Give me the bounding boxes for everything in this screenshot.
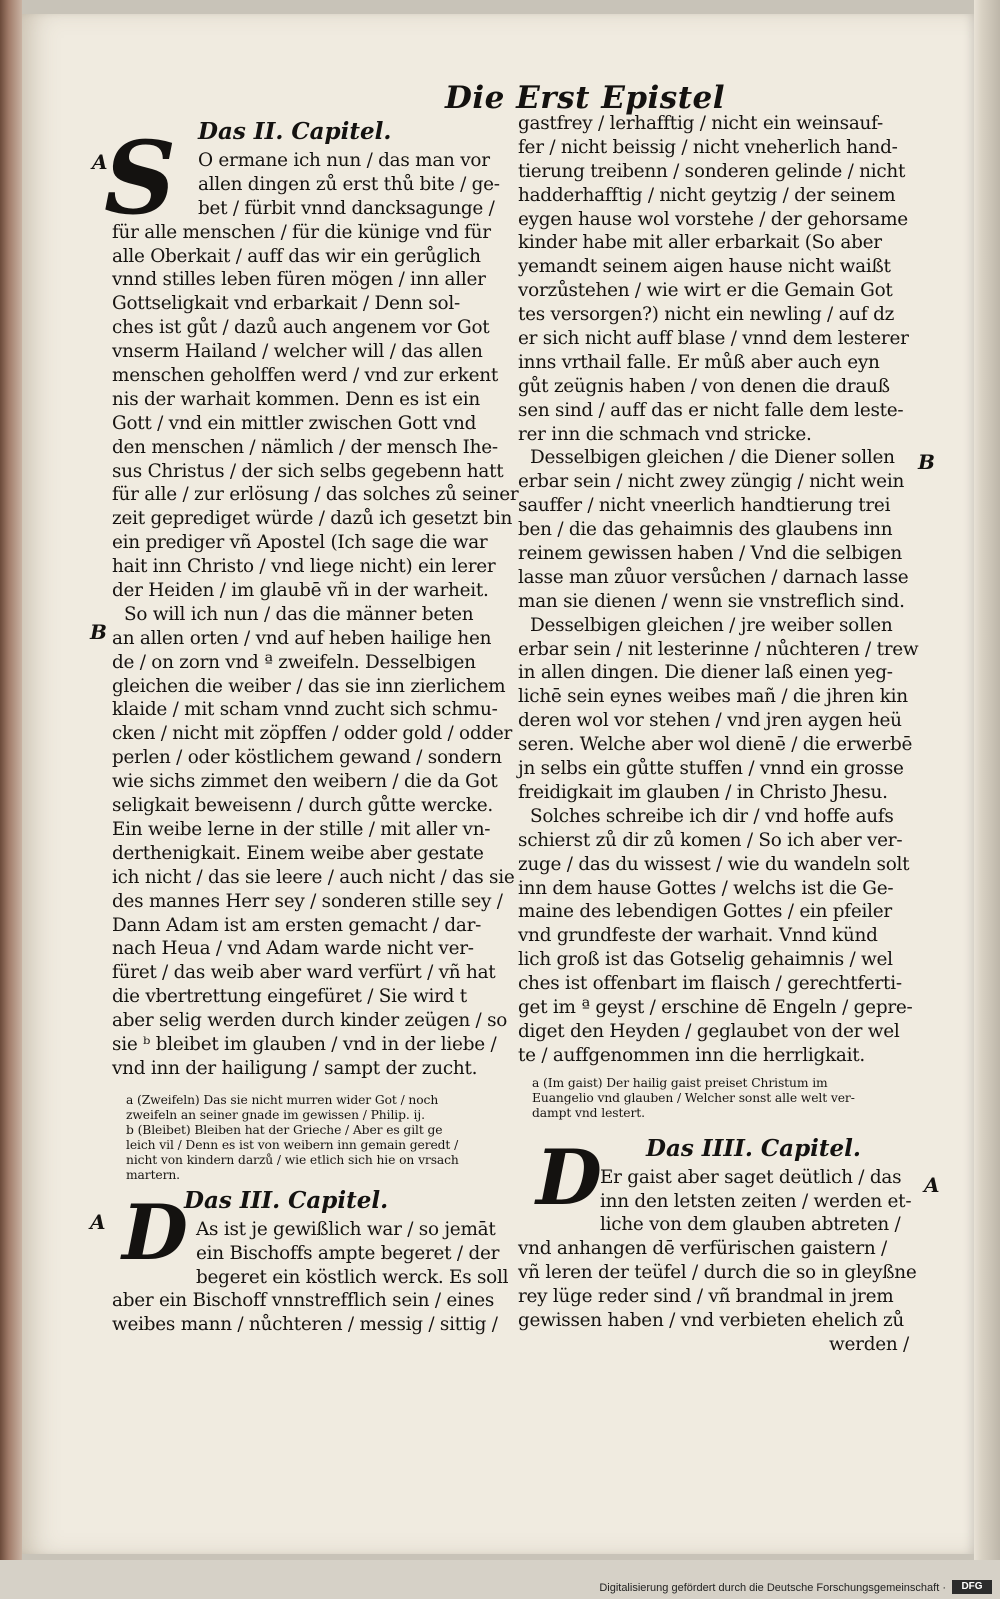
gloss-line: zweifeln an seiner gnade im gewissen / Philip. ij.: [126, 1107, 425, 1122]
text-line: ich nicht / das sie leere / auch nicht / das sie: [112, 866, 515, 888]
text-line: füret / das weib aber ward verfürt / vñ hat: [112, 962, 496, 984]
text-line: des mannes Herr sey / sonderen stille sey /: [112, 890, 503, 912]
text-line: nis der warhait kommen. Denn es ist ein: [112, 388, 480, 410]
chapter-heading: Das II. Capitel.: [198, 118, 392, 145]
text-line: rer inn die schmach vnd stricke.: [518, 423, 812, 445]
text-line: O ermane ich nun / das man vor: [198, 150, 490, 171]
text-line: ches ist offenbart im flaisch / gerechtferti-: [518, 973, 902, 995]
text-line: lasse man zůuor versůchen / darnach lasse: [518, 566, 909, 588]
text-line: inns vrthail falle. Er můß aber auch eyn: [518, 351, 880, 373]
text-line: aber ein Bischoff vnnstrefflich sein / eines: [112, 1290, 495, 1312]
text-line: tierung treibenn / sonderen gelinde / nicht: [518, 160, 906, 182]
gloss-line: b (Bleibet) Bleiben hat der Grieche / Aber es gilt ge: [126, 1122, 443, 1137]
text-line: sus Christus / der sich selbs gegebenn hatt: [112, 460, 504, 482]
text-line: gastfrey / lerhafftig / nicht ein weinsauf-: [518, 113, 884, 134]
text-line: Solches schreibe ich dir / vnd hoffe aufs: [530, 805, 894, 827]
right-column: [518, 112, 919, 1357]
text-line: Ein weibe lerne in der stille / mit aller vn-: [112, 818, 491, 840]
marginal-gloss: [112, 1093, 522, 1183]
text-line: ches ist gůt / dazů auch angenem vor Got: [112, 317, 490, 339]
text-line: yemandt seinem aigen hause nicht waißt: [518, 256, 891, 278]
chapter2-text: [112, 149, 522, 603]
text-line: eygen hause wol vorstehe / der gehorsame: [518, 208, 908, 230]
text-line: inn den letsten zeiten / werden et-: [600, 1190, 912, 1212]
gloss-line: leich vil / Denn es ist von weibern inn gemain geredt /: [126, 1137, 459, 1152]
decorated-initial-d: D: [536, 1133, 602, 1222]
text-line: fer / nicht beissig / nicht vneherlich hand-: [518, 136, 898, 158]
gloss-line: nicht von kindern darzů / wie etlich sich hie on vrsach: [126, 1152, 459, 1167]
text-line: menschen geholffen werd / vnd zur erkent: [112, 365, 499, 387]
text-line: vorzůstehen / wie wirt er die Gemain Got: [518, 280, 893, 302]
paragraph-weiber: [518, 614, 919, 805]
text-line: vnd grundfeste der warhait. Vnnd künd: [518, 925, 878, 947]
text-line: Er gaist aber saget deütlich / das: [600, 1166, 902, 1188]
chapter2-paragraph-2: [112, 603, 522, 1081]
margin-letter: B: [918, 450, 935, 474]
text-line: As ist je gewißlich war / so jemāt: [196, 1218, 496, 1240]
marginal-gloss: [518, 1076, 913, 1121]
paragraph-solches: [518, 805, 913, 1068]
chapter-heading: Das III. Capitel.: [184, 1186, 389, 1214]
text-line: Gottseligkait vnd erbarkait / Denn sol-: [112, 293, 460, 315]
text-line: inn dem hause Gottes / welchs ist die Ge-: [518, 877, 894, 899]
chapter-heading: Das IIII. Capitel.: [646, 1134, 861, 1162]
book-spine: [0, 0, 22, 1560]
text-line: er sich nicht auff blase / vnnd dem lesterer: [518, 328, 909, 350]
text-line: werden /: [829, 1333, 909, 1355]
text-line: get im ª geyst / erschine dē Engeln / gepre-: [518, 996, 913, 1018]
text-line: hait inn Christo / vnd liege nicht) ein lerer: [112, 556, 496, 578]
text-line: seren. Welche aber wol dienē / die erwerbē: [518, 734, 913, 756]
text-line: vnd anhangen dē verfürischen gaistern /: [518, 1238, 887, 1260]
margin-letter: A: [92, 150, 108, 174]
text-line: aber selig werden durch kinder zeügen / so: [112, 1010, 508, 1032]
text-line: der Heiden / im glaubē vñ in der warheit.: [112, 580, 489, 602]
gloss-line: a (Zweifeln) Das sie nicht murren wider Got / noch: [126, 1092, 439, 1107]
margin-letter: A: [90, 1210, 106, 1234]
text-line: alle Oberkait / auff das wir ein gerůglich: [112, 245, 481, 267]
gloss-line: a (Im gaist) Der hailig gaist preiset Christum im: [532, 1075, 828, 1090]
decorated-initial-d: D: [122, 1188, 188, 1277]
margin-letter: A: [924, 1173, 940, 1197]
text-line: reinem gewissen haben / Vnd die selbigen: [518, 543, 902, 565]
dfg-logo: DFG: [952, 1580, 992, 1594]
text-line: vñ leren der teüfel / durch die so in gleyßne: [518, 1262, 917, 1284]
text-line: nach Heua / vnd Adam warde nicht ver-: [112, 938, 474, 960]
text-line: perlen / oder köstlichem gewand / sondern: [112, 747, 502, 769]
text-line: wie sichs zimmet den weibern / die da Got: [112, 771, 498, 793]
text-line: gleichen die weiber / das sie inn zierlichem: [112, 675, 506, 697]
chapter4-text: [518, 1166, 917, 1357]
text-line: sauffer / nicht vneerlich handtierung trei: [518, 495, 891, 517]
text-line: bet / fürbit vnnd dancksagunge /: [198, 197, 495, 219]
running-head: Die Erst Epistel: [445, 80, 726, 116]
text-line: ben / die das gehaimnis des glaubens inn: [518, 519, 893, 541]
text-line: schierst zů dir zů komen / So ich aber ver-: [518, 829, 903, 851]
text-line: erbar sein / nit lesterinne / nůchteren / trew: [518, 638, 919, 660]
text-line: allen dingen zů erst thů bite / ge-: [198, 173, 500, 195]
chapter3-text: [112, 1218, 522, 1337]
text-line: ein Bischoffs ampte begeret / der: [196, 1242, 500, 1264]
text-line: vnserm Hailand / welcher will / das allen: [112, 341, 483, 363]
paragraph-diener: [518, 446, 913, 613]
text-line: in allen dingen. Die diener laß einen yeg-: [518, 662, 893, 684]
text-line: derthenigkait. Einem weibe aber gestate: [112, 842, 484, 864]
text-line: den menschen / nämlich / der mensch Ihe-: [112, 436, 498, 458]
text-line: weibes mann / nůchteren / messig / sittig /: [112, 1314, 498, 1336]
footer-credit: Digitalisierung gefördert durch die Deutsche Forschungsgemeinschaft ·: [599, 1582, 946, 1594]
text-line: te / auffgenommen inn die herrligkait.: [518, 1044, 865, 1066]
text-line: rey lüge reder sind / vñ brandmal in jrem: [518, 1286, 894, 1308]
text-line: lichē sein eynes weibes mañ / die jhren kin: [518, 686, 908, 708]
gloss-line: dampt vnd lestert.: [532, 1105, 645, 1120]
text-line: seligkait beweisenn / durch gůtte wercke.: [112, 795, 494, 817]
text-line: freidigkait im glauben / in Christo Jhesu.: [518, 781, 888, 803]
gloss-line: martern.: [126, 1167, 180, 1182]
text-line: man sie dienen / wenn sie vnstreflich sind.: [518, 590, 905, 612]
text-line: für alle menschen / für die künige vnd für: [112, 221, 491, 243]
left-column: [112, 118, 522, 1337]
text-line: Dann Adam ist am ersten gemacht / dar-: [112, 914, 482, 936]
text-line: erbar sein / nicht zwey züngig / nicht wein: [518, 471, 905, 493]
text-line: vnd inn der hailigung / sampt der zucht.: [112, 1057, 478, 1079]
text-line: klaide / mit scham vnnd zucht sich schmu-: [112, 699, 498, 721]
text-line: So will ich nun / das die männer beten: [124, 603, 474, 625]
text-line: maine des lebendigen Gottes / ein pfeiler: [518, 901, 892, 923]
text-line: die vbertrettung eingefüret / Sie wird t: [112, 986, 467, 1008]
text-line: sie ᵇ bleibet im glauben / vnd in der liebe /: [112, 1033, 497, 1055]
text-line: jn selbs ein gůtte stuffen / vnnd ein grosse: [518, 758, 904, 780]
text-line: gůt zeügnis haben / von denen die drauß: [518, 375, 890, 397]
text-line: Desselbigen gleichen / jre weiber sollen: [530, 614, 893, 636]
text-line: gewissen haben / vnd verbieten ehelich zů: [518, 1309, 904, 1331]
chapter3-continued: [518, 112, 913, 446]
text-line: diget den Heyden / geglaubet von der wel: [518, 1020, 900, 1042]
text-line: Gott / vnd ein mittler zwischen Gott vnd: [112, 412, 477, 434]
text-line: für alle / zur erlösung / das solches zů seiner: [112, 484, 519, 506]
text-line: tes versorgen?) nicht ein newling / auf dz: [518, 304, 895, 326]
text-line: ein prediger vñ Apostel (Ich sage die war: [112, 532, 488, 554]
text-line: Desselbigen gleichen / die Diener sollen: [530, 447, 895, 469]
text-line: begeret ein köstlich werck. Es soll: [196, 1266, 509, 1288]
text-line: liche von dem glauben abtreten /: [600, 1214, 901, 1236]
text-line: cken / nicht mit zöpffen / odder gold / odder: [112, 723, 513, 745]
text-line: vnnd stilles leben füren mögen / inn aller: [112, 269, 486, 291]
text-line: zeit geprediget würde / dazů ich gesetzt bin: [112, 508, 513, 530]
text-line: hadderhafftig / nicht geytzig / der seinem: [518, 184, 896, 206]
text-line: de / on zorn vnd ª zweifeln. Desselbigen: [112, 651, 476, 673]
text-line: sen sind / auff das er nicht falle dem leste-: [518, 399, 904, 421]
gloss-line: Euangelio vnd glauben / Welcher sonst alle welt ver-: [532, 1090, 855, 1105]
page-edge: [974, 0, 1000, 1560]
text-line: deren wol vor stehen / vnd jren aygen heü: [518, 710, 902, 732]
decorated-initial-s: S: [104, 119, 177, 237]
margin-letter: B: [90, 620, 107, 644]
text-line: an allen orten / vnd auf heben hailige hen: [112, 627, 492, 649]
text-line: lich groß ist das Gotselig gehaimnis / wel: [518, 949, 893, 971]
text-line: zuge / das du wissest / wie du wandeln solt: [518, 853, 910, 875]
text-line: kinder habe mit aller erbarkait (So aber: [518, 232, 882, 254]
